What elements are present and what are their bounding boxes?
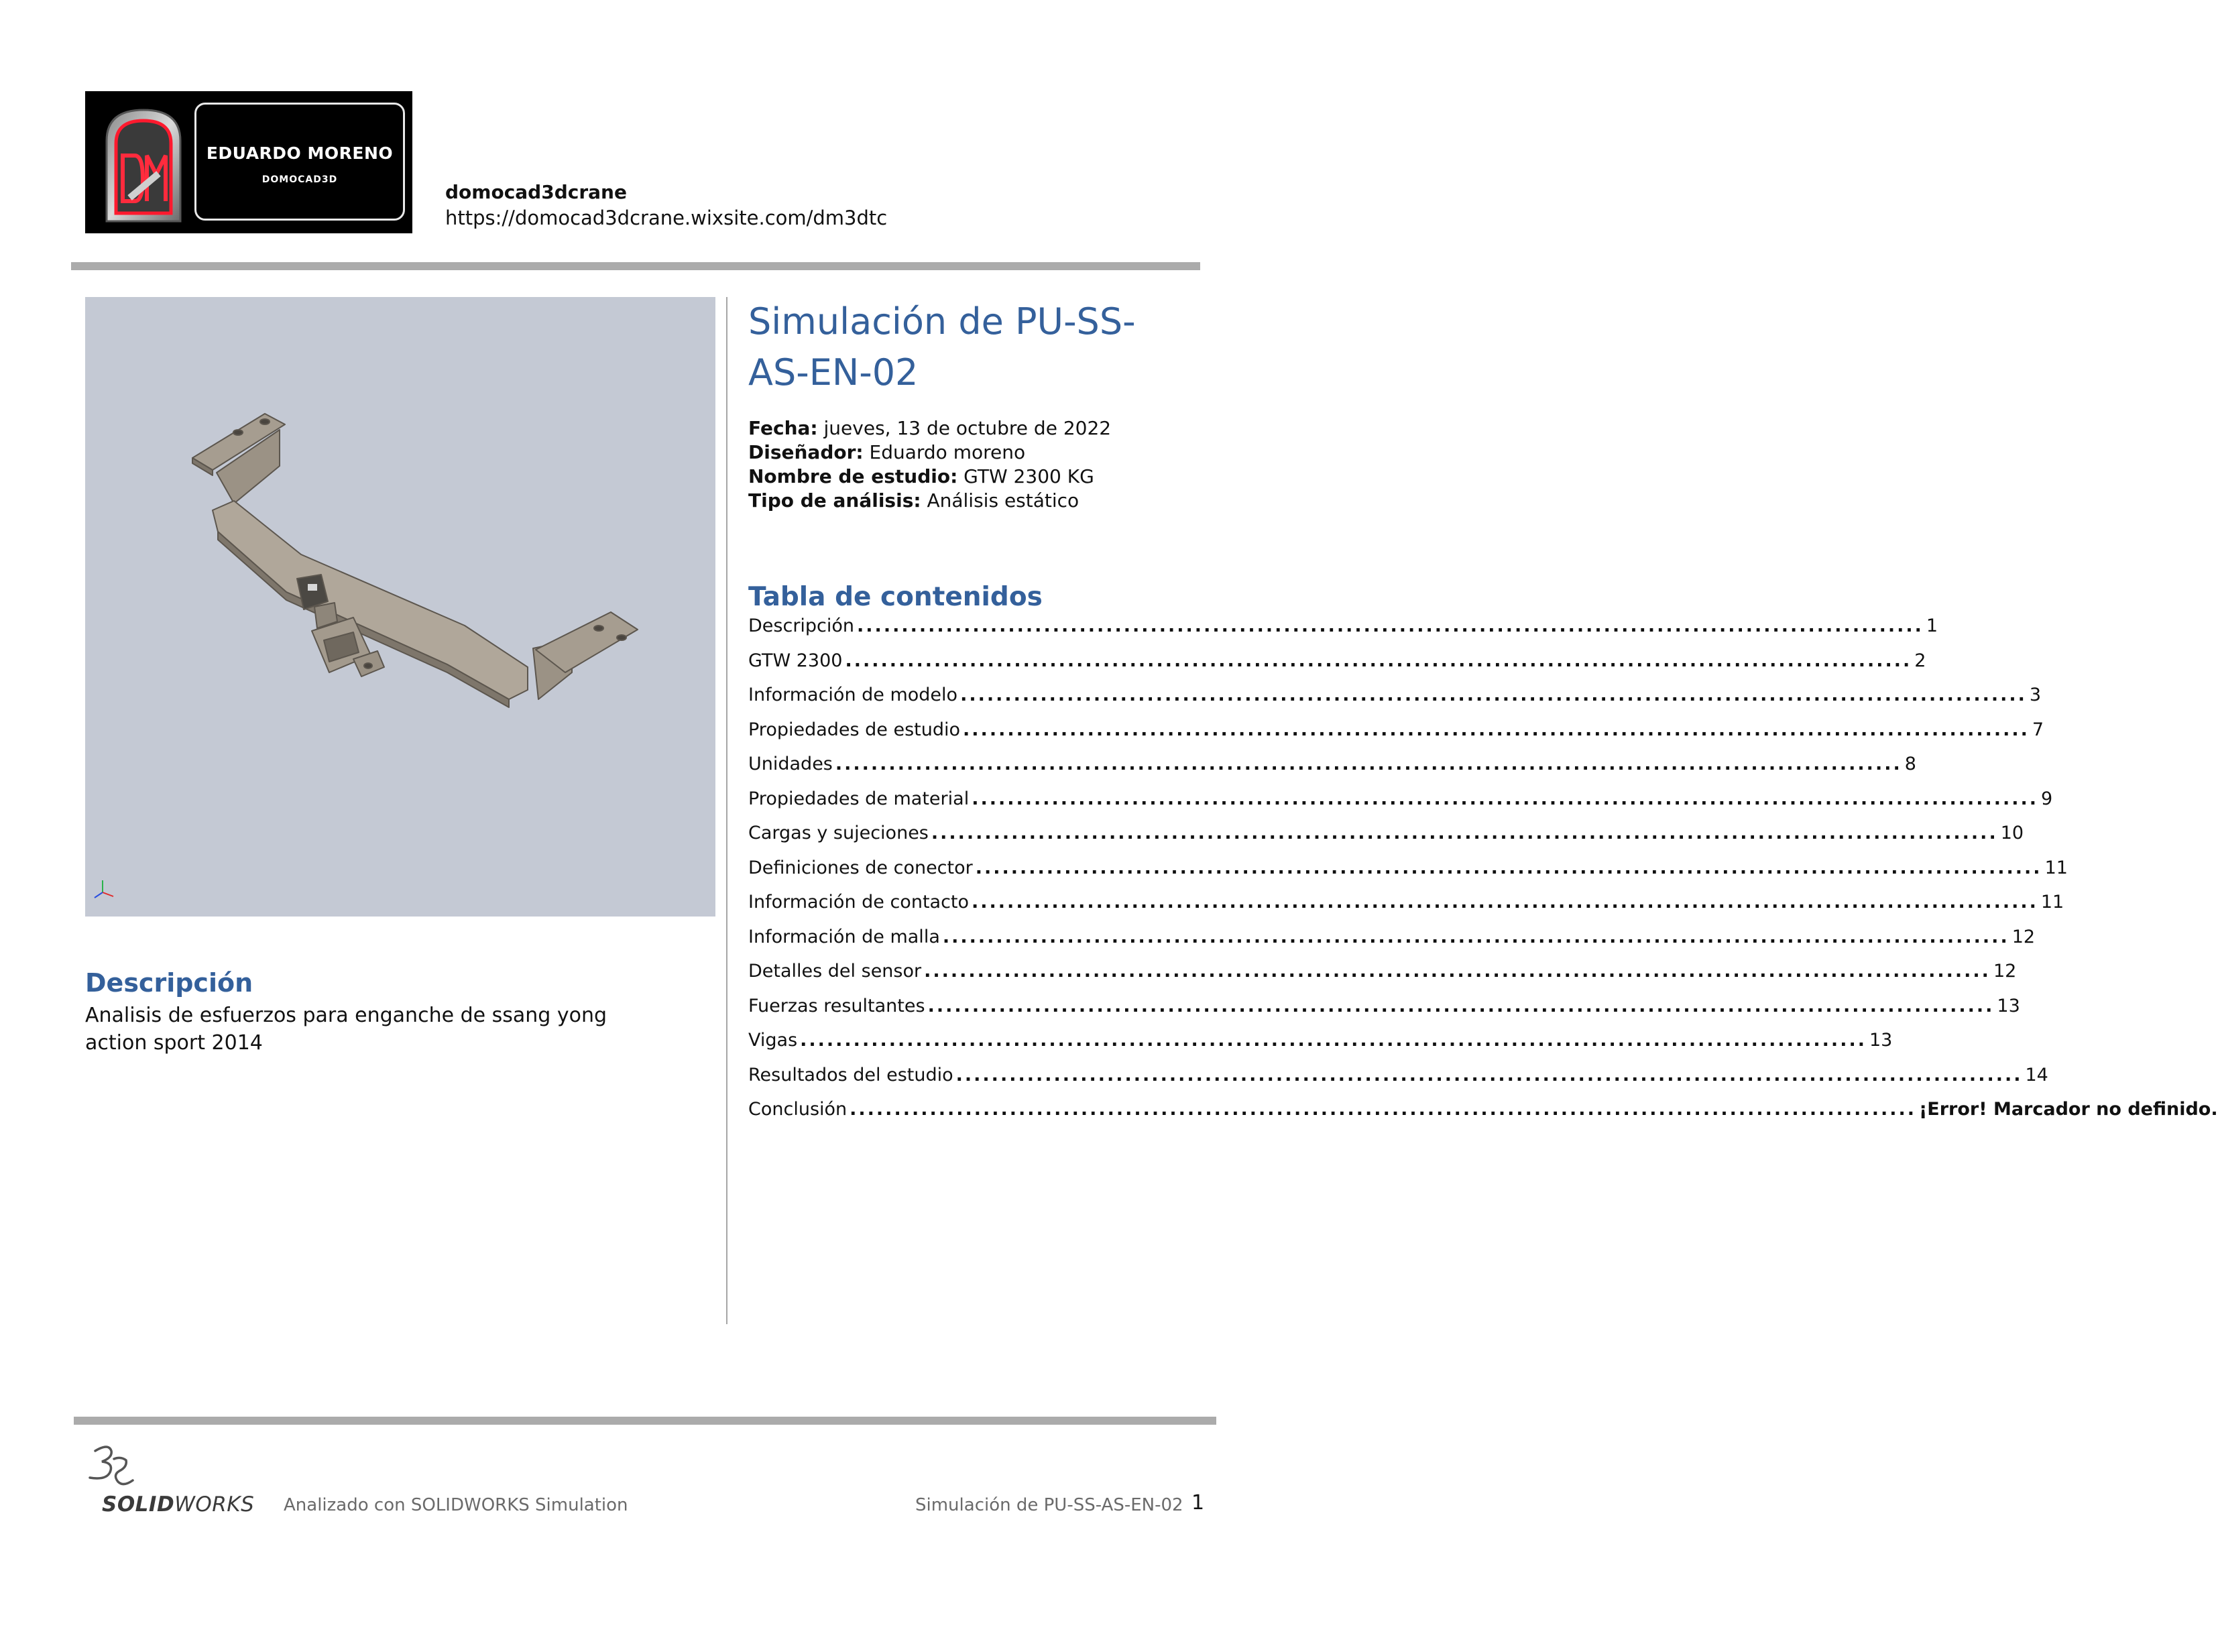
toc-entry-label: Propiedades de material xyxy=(748,788,970,809)
description-text: Analisis de esfuerzos para enganche de ssang yong action sport 2014 xyxy=(85,1004,607,1055)
model-viewport xyxy=(85,297,715,917)
footer-analyzed-with: Analizado con SOLIDWORKS Simulation xyxy=(284,1495,628,1515)
toc-entry[interactable] xyxy=(748,1099,2218,1126)
toc-entry[interactable] xyxy=(748,685,2042,711)
toc-entry-label: Conclusión xyxy=(748,1099,848,1120)
toc-entry[interactable] xyxy=(748,996,2020,1022)
toc-entry-page: 9 xyxy=(2041,788,2053,809)
toc-entry-label: Unidades xyxy=(748,754,833,774)
toc-entry-label: Resultados del estudio xyxy=(748,1065,953,1085)
author-logo xyxy=(85,91,412,233)
toc-entry[interactable] xyxy=(748,892,2064,919)
toc-leader-dots: ........................................................................................................................ xyxy=(955,1065,2023,1085)
toc-entry[interactable] xyxy=(748,927,2036,953)
toc-leader-dots: ........................................................................................................................ xyxy=(835,754,1902,774)
toc-leader-dots: ........................................................................................................................ xyxy=(850,1099,1916,1120)
solidworks-3ds-logo-icon xyxy=(84,1440,138,1494)
footer-document-title: Simulación de PU-SS-AS-EN-02 xyxy=(915,1495,1183,1515)
toc-entry[interactable] xyxy=(748,858,2068,884)
meta-study-name: Nombre de estudio: GTW 2300 KG xyxy=(748,465,1094,487)
toc-entry[interactable] xyxy=(748,719,2044,746)
toc-entry-label: Detalles del sensor xyxy=(748,961,922,982)
toc-leader-dots: ........................................................................................................................ xyxy=(972,788,2039,809)
toc-entry[interactable] xyxy=(748,788,2053,815)
toc-leader-dots: ........................................................................................................................ xyxy=(972,892,2038,912)
toc-entry-page: 12 xyxy=(2011,927,2036,947)
header-divider xyxy=(71,262,1200,270)
toc-entry-page: 11 xyxy=(2044,858,2068,878)
toc-leader-dots: ........................................................................................................................ xyxy=(927,996,1995,1016)
description-heading: Descripción xyxy=(85,968,253,998)
toc-entry-page: 12 xyxy=(1993,961,2017,982)
toc-leader-dots: ........................................................................................................................ xyxy=(960,685,2027,705)
toc-entry-page: 1 xyxy=(1926,615,1938,636)
document-title: Simulación de PU-SS-AS-EN-02 xyxy=(748,300,1136,394)
toc-entry-label: Definiciones de conector xyxy=(748,858,973,878)
toc-leader-dots: ........................................................................................................................ xyxy=(800,1030,1867,1051)
toc-entry-label: Fuerzas resultantes xyxy=(748,996,925,1016)
toc-entry-page: 10 xyxy=(2000,823,2024,843)
page-number: 1 xyxy=(1191,1491,1205,1515)
xyz-axis-triad-icon xyxy=(91,875,117,902)
toc-leader-dots: ........................................................................................................................ xyxy=(975,858,2042,878)
toc-entry-label: Vigas xyxy=(748,1030,798,1051)
toc-entry[interactable] xyxy=(748,1030,1893,1057)
toc-entry-page: ¡Error! Marcador no definido. xyxy=(1918,1099,2218,1120)
toc-entry-page: 8 xyxy=(1904,754,1916,774)
toc-entry-label: Información de modelo xyxy=(748,685,958,705)
meta-designer: Diseñador: Eduardo moreno xyxy=(748,441,1026,463)
toc-leader-dots: ........................................................................................................................ xyxy=(845,650,1912,671)
solidworks-wordmark: SOLIDWORKS xyxy=(102,1492,255,1517)
meta-date: Fecha: jueves, 13 de octubre de 2022 xyxy=(748,417,1112,439)
toc-entry[interactable] xyxy=(748,823,2024,849)
toc-leader-dots: ........................................................................................................................ xyxy=(942,927,2009,947)
logo-badge xyxy=(194,103,405,221)
toc-entry-label: GTW 2300 xyxy=(748,650,843,671)
toc-entry-page: 13 xyxy=(1997,996,2020,1016)
toc-entry-page: 3 xyxy=(2029,685,2042,705)
site-url[interactable]: https://domocad3dcrane.wixsite.com/dm3dtc xyxy=(445,206,888,229)
toc-entry-label: Información de contacto xyxy=(748,892,970,912)
toc-entry-page: 14 xyxy=(2025,1065,2048,1085)
logo-name: EDUARDO MORENO xyxy=(206,143,394,163)
dm-monogram-icon xyxy=(93,101,194,225)
toc-entry-page: 13 xyxy=(1869,1030,1893,1051)
tow-hitch-model xyxy=(85,297,715,917)
toc-entry-label: Cargas y sujeciones xyxy=(748,823,929,843)
toc-entry-label: Descripción xyxy=(748,615,855,636)
column-divider xyxy=(726,297,727,1324)
toc-leader-dots: ........................................................................................................................ xyxy=(963,719,2030,740)
footer-divider xyxy=(74,1417,1216,1425)
toc-entry-label: Propiedades de estudio xyxy=(748,719,961,740)
toc-entry[interactable] xyxy=(748,754,1916,780)
toc-leader-dots: ........................................................................................................................ xyxy=(931,823,1998,843)
toc-entry[interactable] xyxy=(748,961,2017,988)
toc-entry-page: 7 xyxy=(2032,719,2044,740)
toc-entry-label: Información de malla xyxy=(748,927,940,947)
toc-entry-page: 2 xyxy=(1914,650,1926,671)
meta-analysis-type: Tipo de análisis: Análisis estático xyxy=(748,489,1079,512)
toc-entry[interactable] xyxy=(748,615,1938,642)
toc-leader-dots: ........................................................................................................................ xyxy=(857,615,1924,636)
toc-entry-page: 11 xyxy=(2040,892,2064,912)
toc-entry[interactable] xyxy=(748,1065,2048,1092)
site-name: domocad3dcrane xyxy=(445,181,627,203)
toc-leader-dots: ........................................................................................................................ xyxy=(924,961,1991,982)
toc-entry[interactable] xyxy=(748,650,1926,677)
toc-heading: Tabla de contenidos xyxy=(748,582,1043,612)
logo-subtitle: DOMOCAD3D xyxy=(261,174,338,185)
